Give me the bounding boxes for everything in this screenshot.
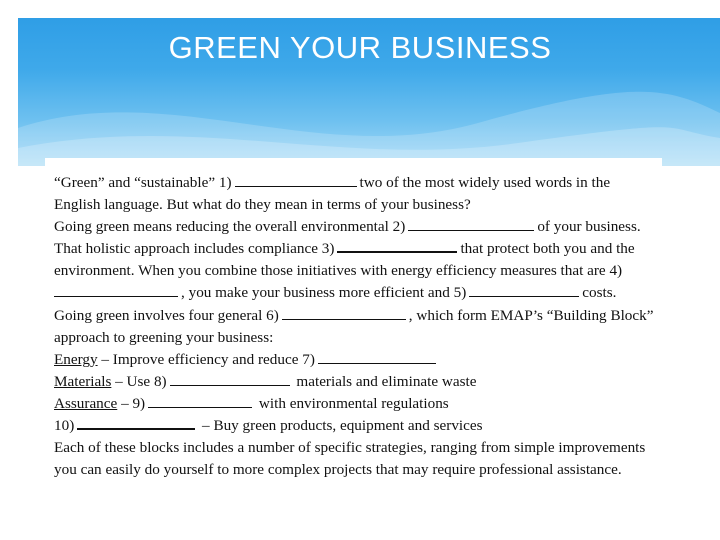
- line-energy: [54, 349, 658, 371]
- materials-label: Materials: [54, 372, 112, 390]
- text-p4b: , which form EMAP’s “Building Block”: [408, 306, 654, 324]
- blank-1[interactable]: [235, 173, 357, 187]
- blank-7[interactable]: [318, 350, 436, 364]
- blank-2[interactable]: [408, 217, 534, 231]
- line-1: [54, 172, 658, 194]
- worksheet-text: [54, 172, 658, 481]
- line-8: [54, 327, 658, 349]
- text-p5b: you can easily do yourself to more complex projects that may require professional assistance.: [54, 461, 622, 479]
- text-p3e: costs.: [582, 284, 617, 302]
- text-p2a: Going green means reducing the overall environmental 2): [54, 218, 406, 236]
- text-p3c: environment. When you combine those initiatives with energy efficiency measures that are 4): [54, 262, 623, 280]
- blank-10[interactable]: [77, 415, 195, 430]
- materials-text: – Use 8): [115, 372, 167, 390]
- assurance-text: – 9): [121, 394, 146, 412]
- materials-tail: materials and eliminate waste: [296, 372, 477, 390]
- energy-label: Energy: [54, 350, 98, 368]
- text-p3a: That holistic approach includes compliance 3): [54, 240, 335, 258]
- text-p2b: of your business.: [537, 218, 641, 236]
- blank-8[interactable]: [170, 372, 290, 386]
- line-assurance: [54, 393, 658, 415]
- line-3: [54, 216, 658, 238]
- line-4: [54, 238, 658, 260]
- blank-5[interactable]: [469, 283, 579, 297]
- assurance-tail: with environmental regulations: [258, 394, 449, 412]
- line-12: [54, 459, 658, 481]
- slide-title: [0, 30, 720, 66]
- text-p4c: approach to greening your business:: [54, 328, 274, 346]
- text-p1c: English language. But what do they mean in terms of your business?: [54, 196, 471, 214]
- line-2: [54, 194, 658, 216]
- energy-text: – Improve efficiency and reduce 7): [101, 350, 315, 368]
- blank-3[interactable]: [337, 238, 457, 253]
- text-p3d: , you make your business more efficient and 5): [181, 284, 467, 302]
- text-p1b: two of the most widely used words in the: [359, 174, 611, 191]
- slide-title-text: GREEN YOUR BUSINESS: [168, 30, 552, 65]
- item10-tail: – Buy green products, equipment and services: [202, 417, 483, 435]
- line-materials: [54, 371, 658, 393]
- line-6: [54, 282, 658, 304]
- text-p3b: that protect both you and the: [460, 240, 635, 258]
- line-7: [54, 305, 658, 327]
- text-p4a: Going green involves four general 6): [54, 306, 279, 324]
- line-10: [54, 415, 658, 437]
- line-5: [54, 260, 658, 282]
- text-p1a: “Green” and “sustainable” 1): [54, 174, 232, 191]
- text-p5a: Each of these blocks includes a number of specific strategies, ranging from simple improvements: [54, 439, 646, 457]
- blank-4[interactable]: [54, 283, 178, 297]
- line-11: [54, 437, 658, 459]
- item10-number: 10): [54, 417, 75, 435]
- assurance-label: Assurance: [54, 394, 118, 412]
- blank-9[interactable]: [148, 394, 252, 408]
- blank-6[interactable]: [282, 306, 406, 320]
